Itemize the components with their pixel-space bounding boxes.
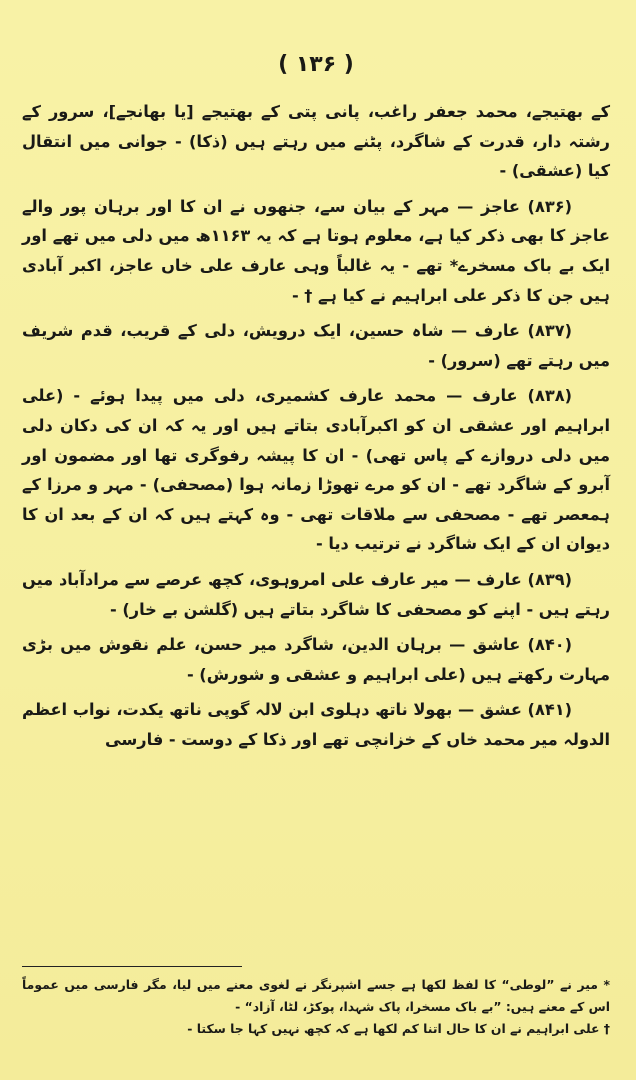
footnote: † علی ابراہیم نے ان کا حال اتنا کم لکھا ہے کہ کچھ نہیں کہا جا سکتا - — [187, 1021, 610, 1036]
page-number: ( ۱۳۶ ) — [278, 52, 354, 77]
footnotes — [22, 974, 610, 1040]
paragraph: (۸۳۷) عارف — شاہ حسین، ایک درویش، دلی کے قریب، قدم شریف میں رہتے تھے (سرور) - — [22, 321, 610, 370]
main-text — [22, 97, 610, 754]
paragraph: (۸۴۱) عشق — بھولا ناتھ دہلوی ابن لالہ گوپی ناتھ یکدت، نواب اعظم الدولہ میر محمد خاں کے خزانچی تھے اور ذکا کے دوست - فارسی — [22, 700, 610, 749]
paragraph: (۸۴۰) عاشق — برہان الدین، شاگرد میر حسن، علم نقوش میں بڑی مہارت رکھتے ہیں (علی ابراہیم و عشقی و شورش) - — [22, 635, 610, 684]
paragraph: (۸۳۶) عاجز — مہر کے بیان سے، جنھوں نے ان کا اور برہان پور والے عاجز کا بھی ذکر کیا ہے، معلوم ہوتا ہے کہ یہ ۱۱۶۳ھ میں دلی میں تھے اور ایک بے باک مسخرے* تھے - یہ غالباً وہی عارف علی خاں عاجز، اکبر آبادی ہیں جن کا ذکر علی ابراہیم نے کیا ہے † - — [22, 196, 610, 305]
paragraph: (۸۳۹) عارف — میر عارف علی امروہوی، کچھ عرصے سے مرادآباد میں رہتے ہیں - اپنے کو مصحفی کا شاگرد بتاتے ہیں (گلشن بے خار) - — [22, 569, 610, 619]
paragraph: (۸۳۸) عارف — محمد عارف کشمیری، دلی میں پیدا ہوئے - (علی ابراہیم اور عشقی ان کو اکبرآبادی بتاتے ہیں اور یہ کہ ان کی دکان دلی میں دلی دروازے کے پاس تھی) - ان کا پیشہ رفوگری تھا اور مضمون اور آبرو کے شاگرد تھے - ان کو مرے تھوڑا زمانہ ہوا (مصحفی) - مہر و مرزا کے ہمعصر تھے - مصحفی سے ملاقات تھی - وہ کہتے ہیں کہ ان کے بعد ان کا دیوان ان کے ایک شاگرد نے ترتیب دیا - — [22, 386, 610, 554]
footnote: * میر نے ”لوطی“ کا لفظ لکھا ہے جسے اشپرنگر نے لغوی معنے میں لیا، مگر فارسی میں عموماً اس کے معنے ہیں: ”بے باک مسخرا، پاک شہدا، پوکڑ، لٹا، آزاد“ - — [22, 977, 610, 1014]
footnote-divider — [22, 966, 242, 967]
paragraph: کے بھتیجے، محمد جعفر راغب، پانی پتی کے بھتیجے [یا بھانجے]، سرور کے رشتہ دار، قدرت کے شاگرد، پٹنے میں رہتے ہیں (ذکا) - جوانی میں انتقال کیا (عشقی) - — [22, 102, 610, 181]
